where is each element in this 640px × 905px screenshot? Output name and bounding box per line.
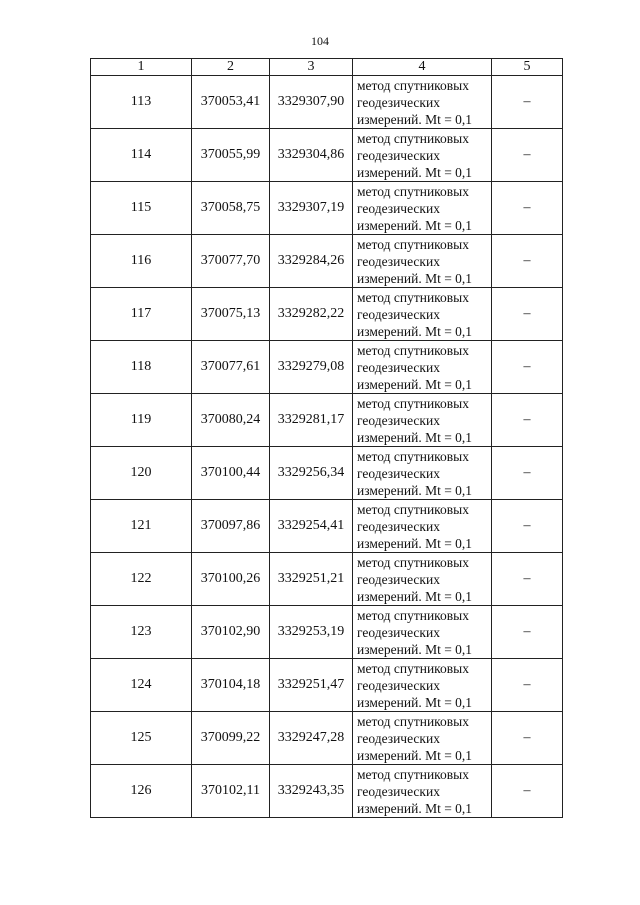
method-line: метод спутниковых — [357, 554, 469, 570]
note-cell: – — [492, 182, 563, 235]
x-coordinate-cell: 370102,90 — [192, 606, 270, 659]
y-coordinate-cell: 3329251,47 — [270, 659, 353, 712]
method-cell — [353, 76, 492, 129]
point-number-cell: 114 — [91, 129, 192, 182]
method-line: измерений. Mt = 0,1 — [357, 482, 473, 498]
note-cell: – — [492, 712, 563, 765]
header-col-1: 1 — [91, 59, 192, 76]
table-row — [91, 129, 563, 182]
x-coordinate-cell: 370102,11 — [192, 765, 270, 818]
point-number-cell: 120 — [91, 447, 192, 500]
method-line: метод спутниковых — [357, 607, 469, 623]
method-line: метод спутниковых — [357, 130, 469, 146]
header-col-5: 5 — [492, 59, 563, 76]
method-line: геодезических — [357, 465, 440, 481]
table-row — [91, 659, 563, 712]
note-cell: – — [492, 288, 563, 341]
point-number-cell: 119 — [91, 394, 192, 447]
method-cell — [353, 288, 492, 341]
y-coordinate-cell: 3329243,35 — [270, 765, 353, 818]
method-line: измерений. Mt = 0,1 — [357, 535, 473, 551]
method-line: измерений. Mt = 0,1 — [357, 588, 473, 604]
method-cell — [353, 553, 492, 606]
method-line: метод спутниковых — [357, 236, 469, 252]
method-line: метод спутниковых — [357, 713, 469, 729]
table-row — [91, 765, 563, 818]
method-line: геодезических — [357, 200, 440, 216]
method-cell — [353, 606, 492, 659]
note-cell: – — [492, 659, 563, 712]
method-line: геодезических — [357, 147, 440, 163]
header-row — [91, 59, 563, 76]
header-col-3: 3 — [270, 59, 353, 76]
method-line: метод спутниковых — [357, 183, 469, 199]
point-number-cell: 113 — [91, 76, 192, 129]
header-col-4: 4 — [353, 59, 492, 76]
table-row — [91, 447, 563, 500]
method-line: геодезических — [357, 518, 440, 534]
method-line: геодезических — [357, 359, 440, 375]
method-line: измерений. Mt = 0,1 — [357, 111, 473, 127]
x-coordinate-cell: 370097,86 — [192, 500, 270, 553]
method-line: метод спутниковых — [357, 660, 469, 676]
y-coordinate-cell: 3329304,86 — [270, 129, 353, 182]
method-cell — [353, 500, 492, 553]
point-number-cell: 122 — [91, 553, 192, 606]
method-line: метод спутниковых — [357, 342, 469, 358]
method-cell — [353, 235, 492, 288]
x-coordinate-cell: 370055,99 — [192, 129, 270, 182]
x-coordinate-cell: 370077,70 — [192, 235, 270, 288]
note-cell: – — [492, 553, 563, 606]
x-coordinate-cell: 370077,61 — [192, 341, 270, 394]
method-line: измерений. Mt = 0,1 — [357, 270, 473, 286]
note-cell: – — [492, 500, 563, 553]
y-coordinate-cell: 3329284,26 — [270, 235, 353, 288]
note-cell: – — [492, 76, 563, 129]
point-number-cell: 117 — [91, 288, 192, 341]
point-number-cell: 126 — [91, 765, 192, 818]
table-header — [91, 59, 563, 76]
method-line: геодезических — [357, 412, 440, 428]
method-line: измерений. Mt = 0,1 — [357, 641, 473, 657]
method-cell — [353, 341, 492, 394]
table-row — [91, 182, 563, 235]
y-coordinate-cell: 3329251,21 — [270, 553, 353, 606]
table-row — [91, 394, 563, 447]
point-number-cell: 116 — [91, 235, 192, 288]
method-cell — [353, 182, 492, 235]
point-number-cell: 115 — [91, 182, 192, 235]
table-row — [91, 288, 563, 341]
x-coordinate-cell: 370080,24 — [192, 394, 270, 447]
method-cell — [353, 129, 492, 182]
method-cell — [353, 659, 492, 712]
y-coordinate-cell: 3329307,19 — [270, 182, 353, 235]
method-line: измерений. Mt = 0,1 — [357, 429, 473, 445]
method-line: измерений. Mt = 0,1 — [357, 694, 473, 710]
method-line: измерений. Mt = 0,1 — [357, 323, 473, 339]
method-line: измерений. Mt = 0,1 — [357, 217, 473, 233]
note-cell: – — [492, 606, 563, 659]
x-coordinate-cell: 370100,26 — [192, 553, 270, 606]
table-row — [91, 76, 563, 129]
method-line: геодезических — [357, 306, 440, 322]
method-line: метод спутниковых — [357, 289, 469, 305]
point-number-cell: 124 — [91, 659, 192, 712]
note-cell: – — [492, 765, 563, 818]
table-row — [91, 235, 563, 288]
note-cell: – — [492, 447, 563, 500]
y-coordinate-cell: 3329253,19 — [270, 606, 353, 659]
method-cell — [353, 712, 492, 765]
header-col-2: 2 — [192, 59, 270, 76]
method-line: метод спутниковых — [357, 766, 469, 782]
x-coordinate-cell: 370100,44 — [192, 447, 270, 500]
y-coordinate-cell: 3329247,28 — [270, 712, 353, 765]
point-number-cell: 123 — [91, 606, 192, 659]
method-line: метод спутниковых — [357, 501, 469, 517]
y-coordinate-cell: 3329279,08 — [270, 341, 353, 394]
method-line: геодезических — [357, 253, 440, 269]
x-coordinate-cell: 370053,41 — [192, 76, 270, 129]
x-coordinate-cell: 370099,22 — [192, 712, 270, 765]
table-row — [91, 606, 563, 659]
point-number-cell: 125 — [91, 712, 192, 765]
note-cell: – — [492, 394, 563, 447]
table-row — [91, 712, 563, 765]
table-row — [91, 553, 563, 606]
x-coordinate-cell: 370075,13 — [192, 288, 270, 341]
table-row — [91, 500, 563, 553]
method-line: измерений. Mt = 0,1 — [357, 376, 473, 392]
point-number-cell: 118 — [91, 341, 192, 394]
y-coordinate-cell: 3329254,41 — [270, 500, 353, 553]
method-line: геодезических — [357, 783, 440, 799]
note-cell: – — [492, 235, 563, 288]
method-cell — [353, 765, 492, 818]
x-coordinate-cell: 370058,75 — [192, 182, 270, 235]
y-coordinate-cell: 3329282,22 — [270, 288, 353, 341]
method-line: метод спутниковых — [357, 77, 469, 93]
method-line: геодезических — [357, 677, 440, 693]
coordinates-table — [90, 58, 563, 818]
point-number-cell: 121 — [91, 500, 192, 553]
y-coordinate-cell: 3329307,90 — [270, 76, 353, 129]
method-line: геодезических — [357, 571, 440, 587]
method-line: метод спутниковых — [357, 395, 469, 411]
method-line: метод спутниковых — [357, 448, 469, 464]
method-cell — [353, 447, 492, 500]
method-line: измерений. Mt = 0,1 — [357, 800, 473, 816]
method-line: геодезических — [357, 730, 440, 746]
method-cell — [353, 394, 492, 447]
note-cell: – — [492, 129, 563, 182]
method-line: измерений. Mt = 0,1 — [357, 747, 473, 763]
x-coordinate-cell: 370104,18 — [192, 659, 270, 712]
table-row — [91, 341, 563, 394]
method-line: геодезических — [357, 624, 440, 640]
y-coordinate-cell: 3329281,17 — [270, 394, 353, 447]
table-body — [91, 76, 563, 818]
page-number: 104 — [311, 34, 329, 48]
method-line: геодезических — [357, 94, 440, 110]
note-cell: – — [492, 341, 563, 394]
method-line: измерений. Mt = 0,1 — [357, 164, 473, 180]
y-coordinate-cell: 3329256,34 — [270, 447, 353, 500]
